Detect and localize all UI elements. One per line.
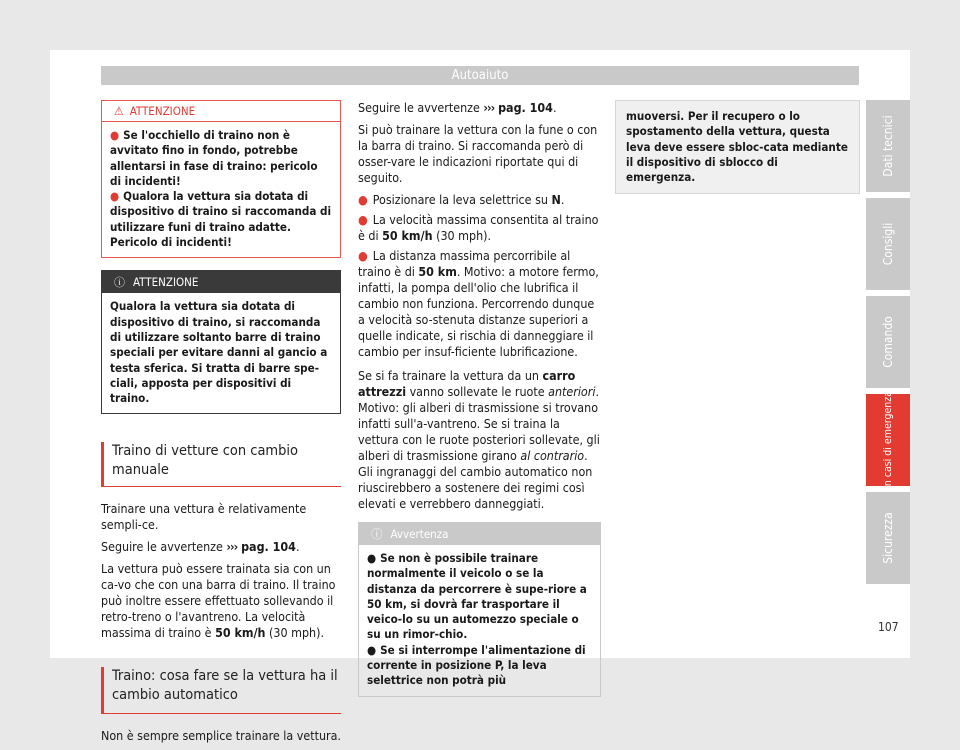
warning-header-2 <box>102 271 340 293</box>
tab-comando[interactable] <box>866 296 910 388</box>
warning-triangle-icon: ⚠ <box>114 104 124 118</box>
bold-text: N <box>551 192 561 207</box>
tab-label: Comando <box>881 316 895 368</box>
note-box <box>358 522 601 697</box>
bullet-icon: ● <box>367 551 377 565</box>
tab-dati-tecnici[interactable] <box>866 100 910 192</box>
paragraph <box>101 561 341 641</box>
section-title-manual: Traino di vetture con cambio manuale <box>101 442 341 487</box>
text: Posizionare la leva selettrice su <box>372 192 552 207</box>
warning-item-text: Qualora la vettura sia dotata di dispositivo di traino si raccomanda di utilizzare funi di traino adatte. Pericolo di incidenti! <box>110 189 332 250</box>
page-number: 107 <box>878 620 899 634</box>
warning-box-1 <box>101 100 341 258</box>
section-title-automatic: Traino: cosa fare se la vettura ha il cambio automatico <box>101 667 341 714</box>
italic-text: anteriori <box>548 384 596 399</box>
note-title: Avvertenza <box>390 527 449 541</box>
paragraph-ref <box>101 539 341 555</box>
caution-circle-icon: ⓘ <box>114 276 125 290</box>
text: . <box>295 539 300 555</box>
note-item <box>367 551 592 643</box>
info-icon: ⓘ <box>371 527 383 541</box>
warning-item <box>110 189 332 250</box>
warning-item-text: Se l'occhiello di traino non è avvitato fino in fondo, potrebbe allentarsi in fase di traino: pericolo di incidenti! <box>110 128 318 188</box>
tab-label: Consigli <box>881 222 895 266</box>
text: vanno sollevate le ruote <box>406 384 549 399</box>
paragraph-ref <box>358 100 601 116</box>
text: . <box>552 100 557 115</box>
paragraph: Si può trainare la vettura con la fune o con la barra di traino. Si raccomanda però di osser-vare le indicazioni riportate qui di seguito. <box>358 122 598 185</box>
bullet-icon: ● <box>358 192 368 207</box>
text: . Motivo: a motore fermo, infatti, la pompa dell'olio che lubrifica il cambio non funziona. Percorrendo dunque a velocità so-stenuta distanze superiori a quelle indicate, si rischia di danneggiare il cambio per insuf-ficiente lubrificazione. <box>358 264 599 359</box>
text: Seguire le avvertenze <box>358 100 484 115</box>
text: . Motivo: gli alberi di trasmissione si trovano infatti sull'a-vantreno. Se si traina la vettura con le ruote posteriori sollevate, gli alberi di trasmissione girano <box>358 384 600 463</box>
text: La vettura può essere trainata sia con un ca-vo che con una barra di traino. Il traino può inoltre essere effettuato sollevando il retro-treno o l'avantreno. La velocità massima di traino è <box>101 561 336 641</box>
bullet-icon: ● <box>358 248 368 263</box>
text: . <box>560 192 565 207</box>
column-right <box>615 100 860 194</box>
tab-label: Dati tecnici <box>881 115 895 177</box>
bullet-icon: ● <box>367 642 377 657</box>
warning-body-1 <box>102 122 340 257</box>
list-item <box>358 212 601 244</box>
tab-sicurezza[interactable] <box>866 492 910 584</box>
warning-body-2 <box>102 293 340 413</box>
paragraph: Trainare una vettura è relativamente sempli-ce. <box>101 501 307 533</box>
bullet-icon: ● <box>110 189 120 204</box>
text: La distanza massima percorribile al traino è di <box>358 248 571 279</box>
tab-label: In casi di emergenza <box>882 391 894 489</box>
warning-box-2 <box>101 270 341 414</box>
warning-title-2: ATTENZIONE <box>133 275 199 290</box>
bold-text: carro attrezzi <box>358 368 576 399</box>
note-body <box>359 545 600 696</box>
bold-text: 50 km <box>418 264 457 279</box>
text: (30 mph). <box>265 625 325 641</box>
ref-arrows-icon: ››› <box>483 100 495 115</box>
warning-header-1 <box>102 101 340 122</box>
note-item-text: Se non è possibile trainare normalmente il veicolo o se la distanza da percorrere è supe-riore a 50 km, si dovrà far trasportare il veico-lo su un automezzo speciale o su un rimor-chio. <box>367 551 587 642</box>
bullet-icon: ● <box>358 212 368 227</box>
warning-text: Qualora la vettura sia dotata di dispositivo di traino, si raccomanda di utilizzare soltanto barre di traino speciali per evitare danni al gancio a testa sferica. Si tratta di barre spe-ciali, apposta per dispositivi di traino. <box>110 299 328 406</box>
column-left <box>101 100 341 750</box>
bullet-icon: ● <box>110 128 120 142</box>
text: (30 mph). <box>432 228 492 243</box>
tab-emergenza[interactable] <box>866 391 910 489</box>
page-header: Autoaiuto <box>101 66 859 85</box>
ref-arrows-icon: ››› <box>226 539 238 555</box>
list-item <box>358 192 601 208</box>
page-link[interactable]: pag. 104 <box>237 539 296 555</box>
note-header <box>359 523 600 545</box>
note-continuation: muoversi. Per il recupero o lo spostamento della vettura, questa leva deve essere sbloc-cata mediante il dispositivo di sblocco di emergenza. <box>615 100 860 194</box>
tab-label: Sicurezza <box>881 512 895 564</box>
warning-title-1: ATTENZIONE <box>129 104 196 118</box>
paragraph <box>358 368 601 512</box>
warning-item <box>110 128 332 189</box>
italic-text: al contrario <box>520 448 585 463</box>
note-item-text: Se si interrompe l'alimentazione di corrente in posizione P, la leva selettrice non potrà più <box>367 642 586 688</box>
list-item <box>358 248 601 360</box>
bold-text: 50 km/h <box>215 625 266 641</box>
text: . Gli ingranaggi del cambio automatico non riuscirebbero a sostenere dei regimi così elevati e verrebbero danneggiati. <box>358 448 593 511</box>
page-link[interactable]: pag. 104 <box>494 100 553 115</box>
note-item <box>367 643 592 689</box>
bold-text: 50 km/h <box>382 228 433 243</box>
paragraph: Non è sempre semplice trainare la vettura. <box>101 728 341 744</box>
tab-consigli[interactable] <box>866 198 910 290</box>
text: Se si fa trainare la vettura da un <box>358 368 543 383</box>
text: Seguire le avvertenze <box>101 539 227 555</box>
text: La velocità massima consentita al traino è di <box>358 212 599 243</box>
column-middle <box>358 100 601 697</box>
